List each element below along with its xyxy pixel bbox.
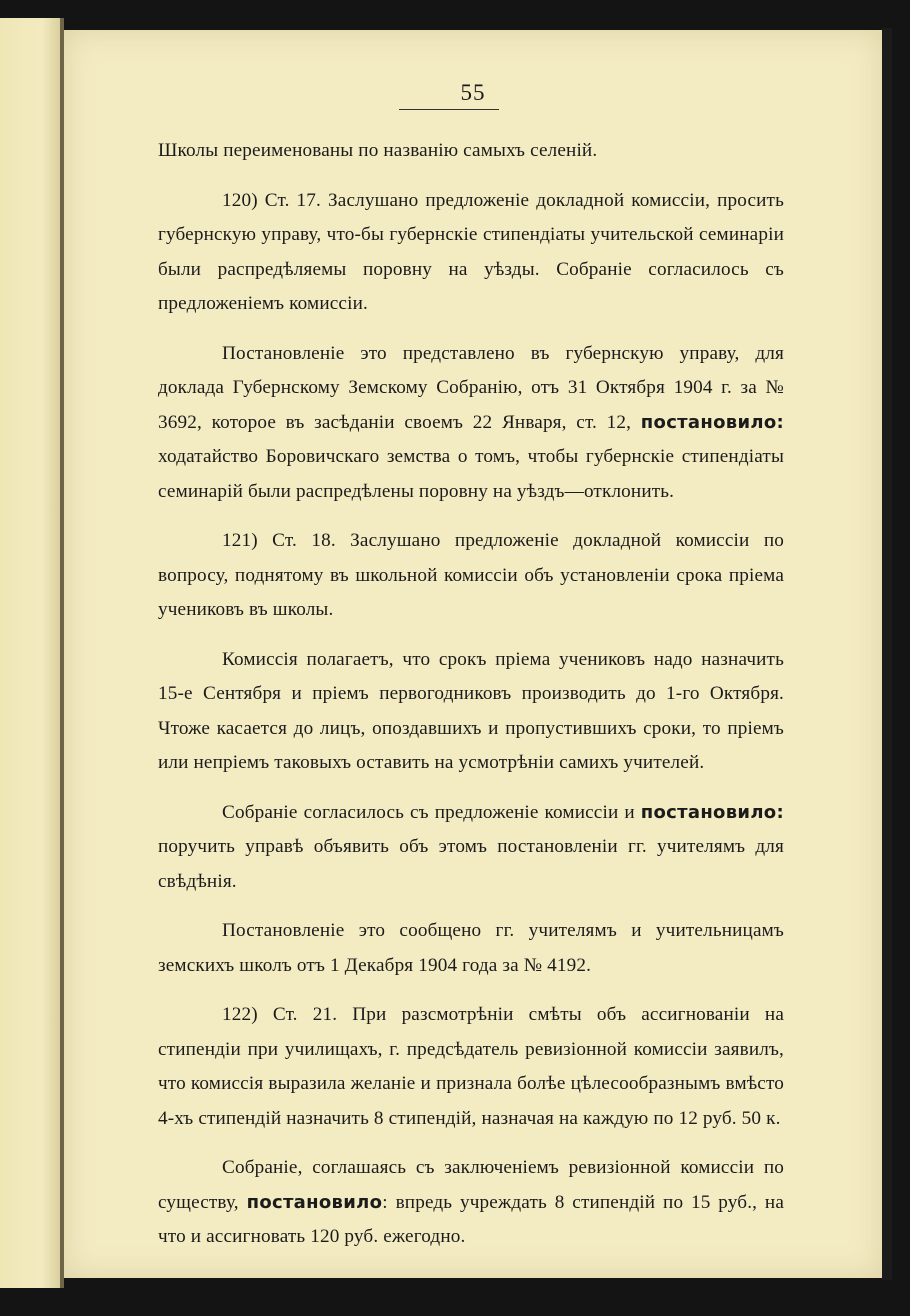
text-segment: поручить управѣ объявить объ этомъ постановленіи гг. учителямъ для свѣдѣнія.	[158, 836, 784, 892]
right-scan-border	[882, 28, 892, 1280]
paragraph-item-122: 122) Ст. 21. При разсмотрѣніи смѣты объ ассигнованіи на стипендіи при училищахъ, г. предсѣдатель ревизіонной комиссіи заявилъ, что комиссія выразила желаніе и признала болѣе цѣлесообразнымъ вмѣсто 4-хъ стипендій назначить 8 стипендій, назначая на каждую по 12 руб. 50 к.	[158, 1004, 784, 1129]
paragraph-resolution-3	[158, 1151, 784, 1255]
paragraph-notice-teachers: Постановленіе это сообщено гг. учителямъ и учительницамъ земскихъ школъ отъ 1 Декабря 1904 года за № 4192.	[158, 920, 784, 976]
paragraph-item-121: 121) Ст. 18. Заслушано предложеніе докладной комиссіи по вопросу, поднятому въ школьной комиссіи объ установленіи срока пріема учениковъ въ школы.	[158, 530, 784, 620]
resolution-keyword: постановило:	[640, 801, 784, 823]
text-segment: Собраніе, соглашаясь съ заключеніемъ ревизіонной комиссіи по существу,	[158, 1157, 784, 1213]
paragraph-commission-opinion: Комиссія полагаетъ, что срокъ пріема учениковъ надо назначить 15-е Сентября и пріемъ первогодниковъ производить до 1-го Октября. Чтоже касается до лицъ, опоздавшихъ и пропустившихъ сроки, то пріемъ или непріемъ таковыхъ оставить на усмотрѣніи самихъ учителей.	[158, 648, 784, 773]
resolution-keyword: постановило:	[640, 411, 785, 433]
document-page	[64, 30, 882, 1278]
page-body	[158, 134, 784, 1270]
resolution-keyword: постановило	[246, 1191, 383, 1213]
left-page-edge	[0, 18, 60, 1288]
text-segment: : впредь учреждать 8 стипендій по 15 руб., на что и ассигновать 120 руб. ежегодно.	[158, 1191, 785, 1247]
paragraph-item-120: 120) Ст. 17. Заслушано предложеніе докладной комиссіи, просить губернскую управу, что-бы губернскіе стипендіаты учительской семинаріи были распредѣляемы поровну на уѣзды. Собраніе согласилось съ предложеніемъ комиссіи.	[158, 189, 784, 314]
page-number: 55	[460, 80, 486, 105]
page-number-rule	[399, 109, 499, 110]
paragraph-schools-renamed: Школы переименованы по названію самыхъ селеній.	[158, 140, 598, 161]
text-segment: ходатайство Боровичскаго земства о томъ, чтобы губернскіе стипендіаты семинарій были распредѣлены поровну на уѣздъ—отклонить.	[158, 446, 784, 502]
paragraph-resolution-1	[158, 337, 784, 510]
text-segment: Собраніе согласилось съ предложеніе комиссіи и	[222, 801, 635, 823]
text-segment: Постановленіе это представлено въ губернскую управу, для доклада Губернскому Земскому Собранію, отъ 31 Октября 1904 г. за № 3692, которое въ засѣданіи своемъ 22 Января, ст. 12,	[158, 342, 784, 433]
paragraph-resolution-2	[158, 796, 784, 900]
